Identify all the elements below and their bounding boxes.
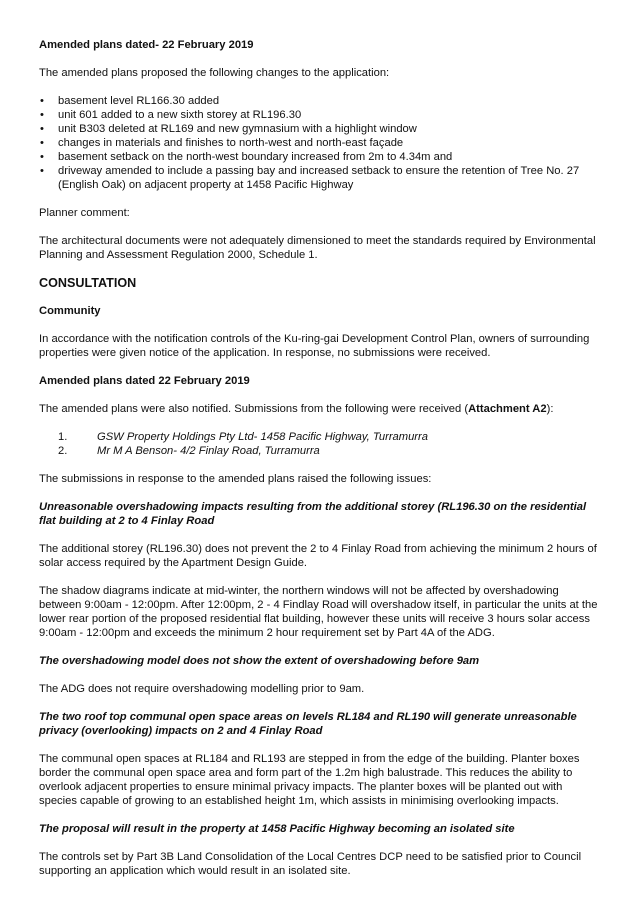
issue-paragraph: The communal open spaces at RL184 and RL193 are stepped in from the edge of the building. Planter boxes border the communal open space area and form part of the 1.2m high balustrade. This reduces the ability to overlook adjacent properties to ensure minimal privacy impacts. The planter boxes will be planted out with species capable of growing to an established height 1m, which assists in minimising overlooking impacts. [39,753,580,807]
consultation-heading: CONSULTATION [39,276,137,290]
issue-heading-model: The overshadowing model does not show the extent of overshadowing before 9am [39,655,480,667]
bullet-icon: • [40,137,44,149]
bullet-icon: • [40,109,44,121]
list-item: • basement setback on the north-west boundary increased from 2m to 4.34m and [40,151,453,163]
list-item: • driveway amended to include a passing bay and increased setback to ensure the retention of Tree No. 27 (English Oak) on adjacent property at 1458 Pacific Highway [40,165,580,191]
section-heading-amended-plans: Amended plans dated- 22 February 2019 [39,39,254,51]
list-item: • basement level RL166.30 added [40,95,220,107]
attachment-reference: Attachment A2 [468,403,547,415]
community-heading: Community [39,305,101,317]
changes-list [39,94,602,192]
issue-paragraph: The additional storey (RL196.30) does not prevent the 2 to 4 Finlay Road from achieving the minimum 2 hours of solar access required by the Apartment Design Guide. [39,543,597,569]
issue-paragraph: The shadow diagrams indicate at mid-winter, the northern windows will not be affected by overshadowing between 9:00am - 12:00pm. After 12:00pm, 2 - 4 Findlay Road will overshadow itself, in particular the units at the lower rear portion of the proposed residential flat building, however these units will receive 3 hours solar access 9:00am - 12:00pm and exceeds the minimum 2 hour requirement set by Part 4A of the ADG. [39,585,598,639]
list-item: • unit 601 added to a new sixth storey at RL196.30 [40,109,302,121]
list-item: 1. GSW Property Holdings Pty Ltd- 1458 Pacific Highway, Turramurra [58,431,428,443]
issue-paragraph: The controls set by Part 3B Land Consolidation of the Local Centres DCP need to be satisfied prior to Council supporting an application which would result in an isolated site. [39,851,582,877]
list-item: • changes in materials and finishes to north-west and north-east façade [40,137,404,149]
section-heading-amended-plans-2: Amended plans dated 22 February 2019 [39,375,250,387]
issue-paragraph: The ADG does not require overshadowing modelling prior to 9am. [39,683,365,695]
bullet-icon: • [40,151,44,163]
bullet-icon: • [40,123,44,135]
amended-plans-intro: The amended plans proposed the following changes to the application: [39,67,390,79]
notified-text: The amended plans were also notified. Submissions from the following were received (Attachment A2): [39,403,554,415]
planner-comment-text: The architectural documents were not adequately dimensioned to meet the standards required by Environmental Planning and Assessment Regulation 2000, Schedule 1. [39,235,596,261]
planner-comment-label: Planner comment: [39,207,130,219]
issue-heading-privacy: The two roof top communal open space areas on levels RL184 and RL190 will generate unreasonable privacy (overlooking) impacts on 2 and 4 Finlay Road [39,711,577,737]
issues-intro: The submissions in response to the amended plans raised the following issues: [39,473,432,485]
list-item: • unit B303 deleted at RL169 and new gymnasium with a highlight window [40,123,417,135]
bullet-icon: • [40,165,44,177]
community-text: In accordance with the notification controls of the Ku-ring-gai Development Control Plan, owners of surrounding properties were given notice of the application. In response, no submissions were received. [39,333,590,359]
submitters-list [39,430,602,458]
bullet-icon: • [40,95,44,107]
list-item: 2. Mr M A Benson- 4/2 Finlay Road, Turramurra [58,445,320,457]
issue-heading-overshadowing: Unreasonable overshadowing impacts resulting from the additional storey (RL196.30 on the residential flat building at 2 to 4 Finlay Road [39,501,587,527]
issue-heading-isolated-site: The proposal will result in the property at 1458 Pacific Highway becoming an isolated site [39,823,515,835]
